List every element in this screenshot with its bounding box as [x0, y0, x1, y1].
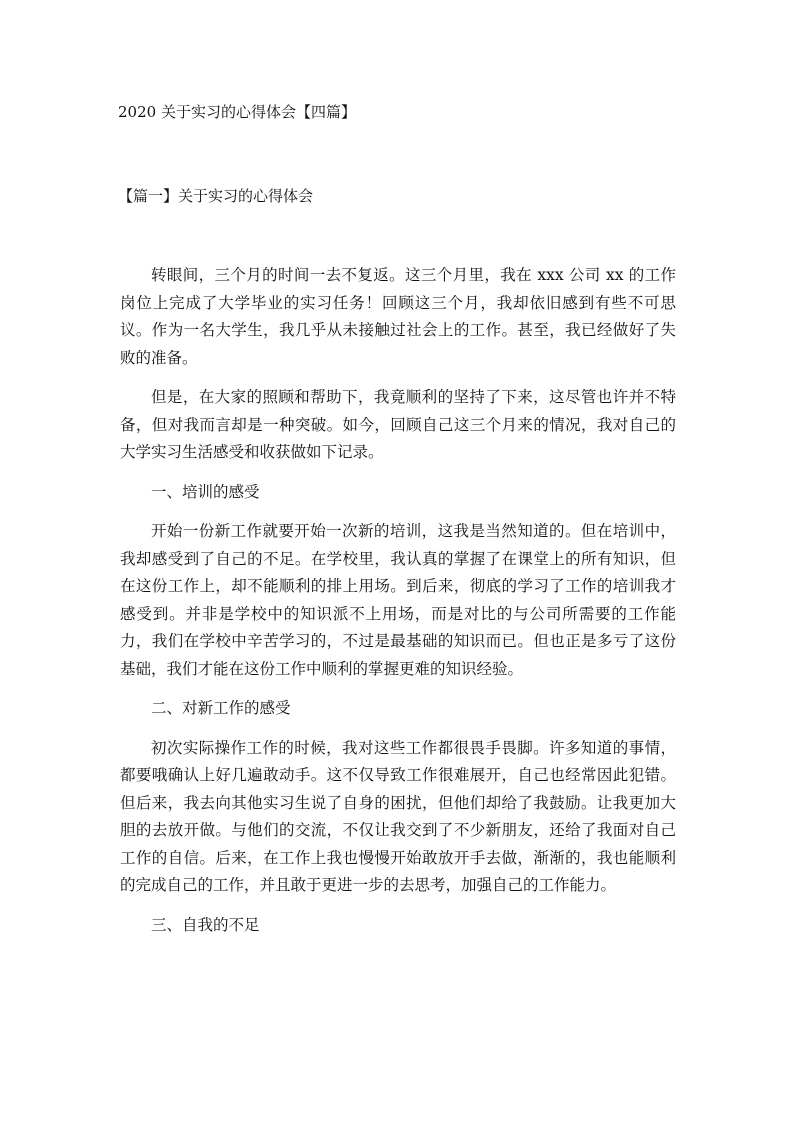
paragraph: 初次实际操作工作的时候，我对这些工作都很畏手畏脚。许多知道的事情，都要哦确认上好几遍敢动手。这不仅导致工作很难展开，自己也经常因此犯错。但后来，我去向其他实习生说了自身的困扰，但他们却给了我鼓励。让我更加大胆的去放开做。与他们的交流，不仅让我交到了不少新朋友，还给了我面对自己工作的自信。后来，在工作上我也慢慢开始敢放开手去做，渐渐的，我也能顺利的完成自己的工作，并且敢于更进一步的去思考，加强自己的工作能力。 — [120, 738, 676, 894]
paragraph: 转眼间，三个月的时间一去不复返。这三个月里，我在 xxx 公司 xx 的工作岗位上完成了大学毕业的实习任务！回顾这三个月，我却依旧感到有些不可思议。作为一名大学生，我几乎从未接触过社会上的工作。甚至，我已经做好了失败的准备。 — [120, 266, 676, 367]
document-body — [120, 262, 676, 951]
section-title: 【篇一】关于实习的心得体会 — [118, 187, 314, 205]
paragraph: 但是，在大家的照顾和帮助下，我竟顺利的坚持了下来，这尽管也许并不特备，但对我而言却是一种突破。如今，回顾自己这三个月来的情况，我对自己的大学实习生活感受和收获做如下记录。 — [120, 388, 676, 461]
subheading: 一、培训的感受 — [151, 482, 260, 501]
subheading: 二、对新工作的感受 — [151, 699, 291, 717]
paragraph: 开始一份新工作就要开始一次新的培训，这我是当然知道的。但在培训中，我却感受到了自己的不足。在学校里，我认真的掌握了在课堂上的所有知识，但在这份工作上，却不能顺利的排上用场。到后来，彻底的学习了工作的培训我才感受到。并非是学校中的知识派不上用场，而是对比的与公司所需要的工作能力，我们在学校中辛苦学习的，不过是最基础的知识而已。但也正是多亏了这份基础，我们才能在这份工作中顺利的掌握更难的知识经验。 — [120, 522, 676, 678]
document-title: 2020 关于实习的心得体会【四篇】 — [118, 103, 356, 121]
subheading: 三、自我的不足 — [151, 915, 260, 934]
